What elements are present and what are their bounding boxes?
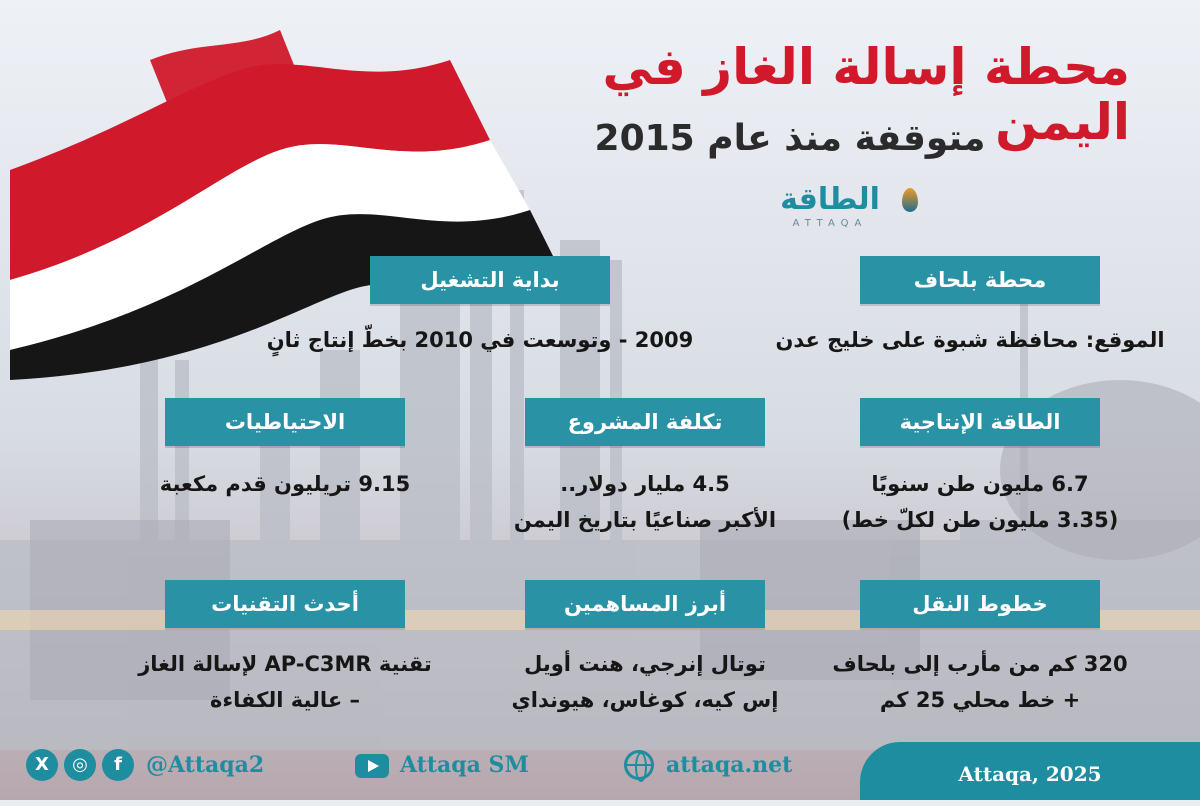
text-line: – عالية الكفاءة	[210, 688, 360, 712]
text-line: 6.7 مليون طن سنويًا	[871, 472, 1089, 496]
text-line: الأكبر صناعيًا بتاريخ اليمن	[513, 508, 777, 532]
text-line: 2009 - وتوسعت في 2010 بخطّ إنتاج ثانٍ	[266, 328, 694, 352]
social-handle[interactable]: @Attaqa2	[146, 752, 265, 778]
drop-icon	[902, 188, 918, 212]
text-start	[220, 322, 740, 358]
text-line: 320 كم من مأرب إلى بلحاف	[832, 652, 1128, 676]
youtube-handle[interactable]: Attaqa SM	[400, 752, 529, 778]
text-line: (3.35 مليون طن لكلّ خط)	[841, 508, 1119, 532]
text-capacity	[800, 466, 1160, 538]
page-title: محطة إسالة الغاز في اليمن	[602, 38, 1130, 151]
instagram-icon[interactable]: ◎	[64, 749, 96, 781]
label-pipelines: خطوط النقل	[860, 580, 1100, 628]
credit-badge: Attaqa, 2025	[860, 742, 1200, 800]
text-belhaf	[760, 322, 1180, 358]
text-cost	[470, 466, 820, 538]
facebook-icon[interactable]: f	[102, 749, 134, 781]
text-line: إس كيه، كوغاس، هيونداي	[511, 688, 779, 712]
label-shareholders: أبرز المساهمين	[525, 580, 765, 628]
label-cost: تكلفة المشروع	[525, 398, 765, 446]
label-tech: أحدث التقنيات	[165, 580, 405, 628]
website-link[interactable]: attaqa.net	[666, 752, 793, 778]
text-line: 4.5 مليار دولار..	[560, 472, 730, 496]
label-capacity: الطاقة الإنتاجية	[860, 398, 1100, 446]
attaqa-logo	[730, 182, 930, 242]
label-start: بداية التشغيل	[370, 256, 610, 304]
text-line: + خط محلي 25 كم	[879, 688, 1081, 712]
text-line: تقنية AP-C3MR لإسالة الغاز	[138, 652, 432, 676]
text-shareholders	[470, 646, 820, 718]
text-line: 9.15 تريليون قدم مكعبة	[159, 472, 411, 496]
text-tech	[90, 646, 480, 718]
label-reserves: الاحتياطيات	[165, 398, 405, 446]
x-icon[interactable]: X	[26, 749, 58, 781]
youtube-icon[interactable]	[355, 754, 389, 778]
globe-icon[interactable]	[624, 750, 654, 780]
text-pipelines	[800, 646, 1160, 718]
logo-arabic: الطاقة	[780, 182, 880, 217]
page-subtitle: متوقفة منذ عام 2015	[594, 118, 986, 159]
text-reserves	[120, 466, 450, 502]
text-line: الموقع: محافظة شبوة على خليج عدن	[775, 328, 1165, 352]
label-belhaf: محطة بلحاف	[860, 256, 1100, 304]
text-line: توتال إنرجي، هنت أويل	[524, 652, 766, 676]
logo-english: ATTAQA	[792, 218, 868, 229]
